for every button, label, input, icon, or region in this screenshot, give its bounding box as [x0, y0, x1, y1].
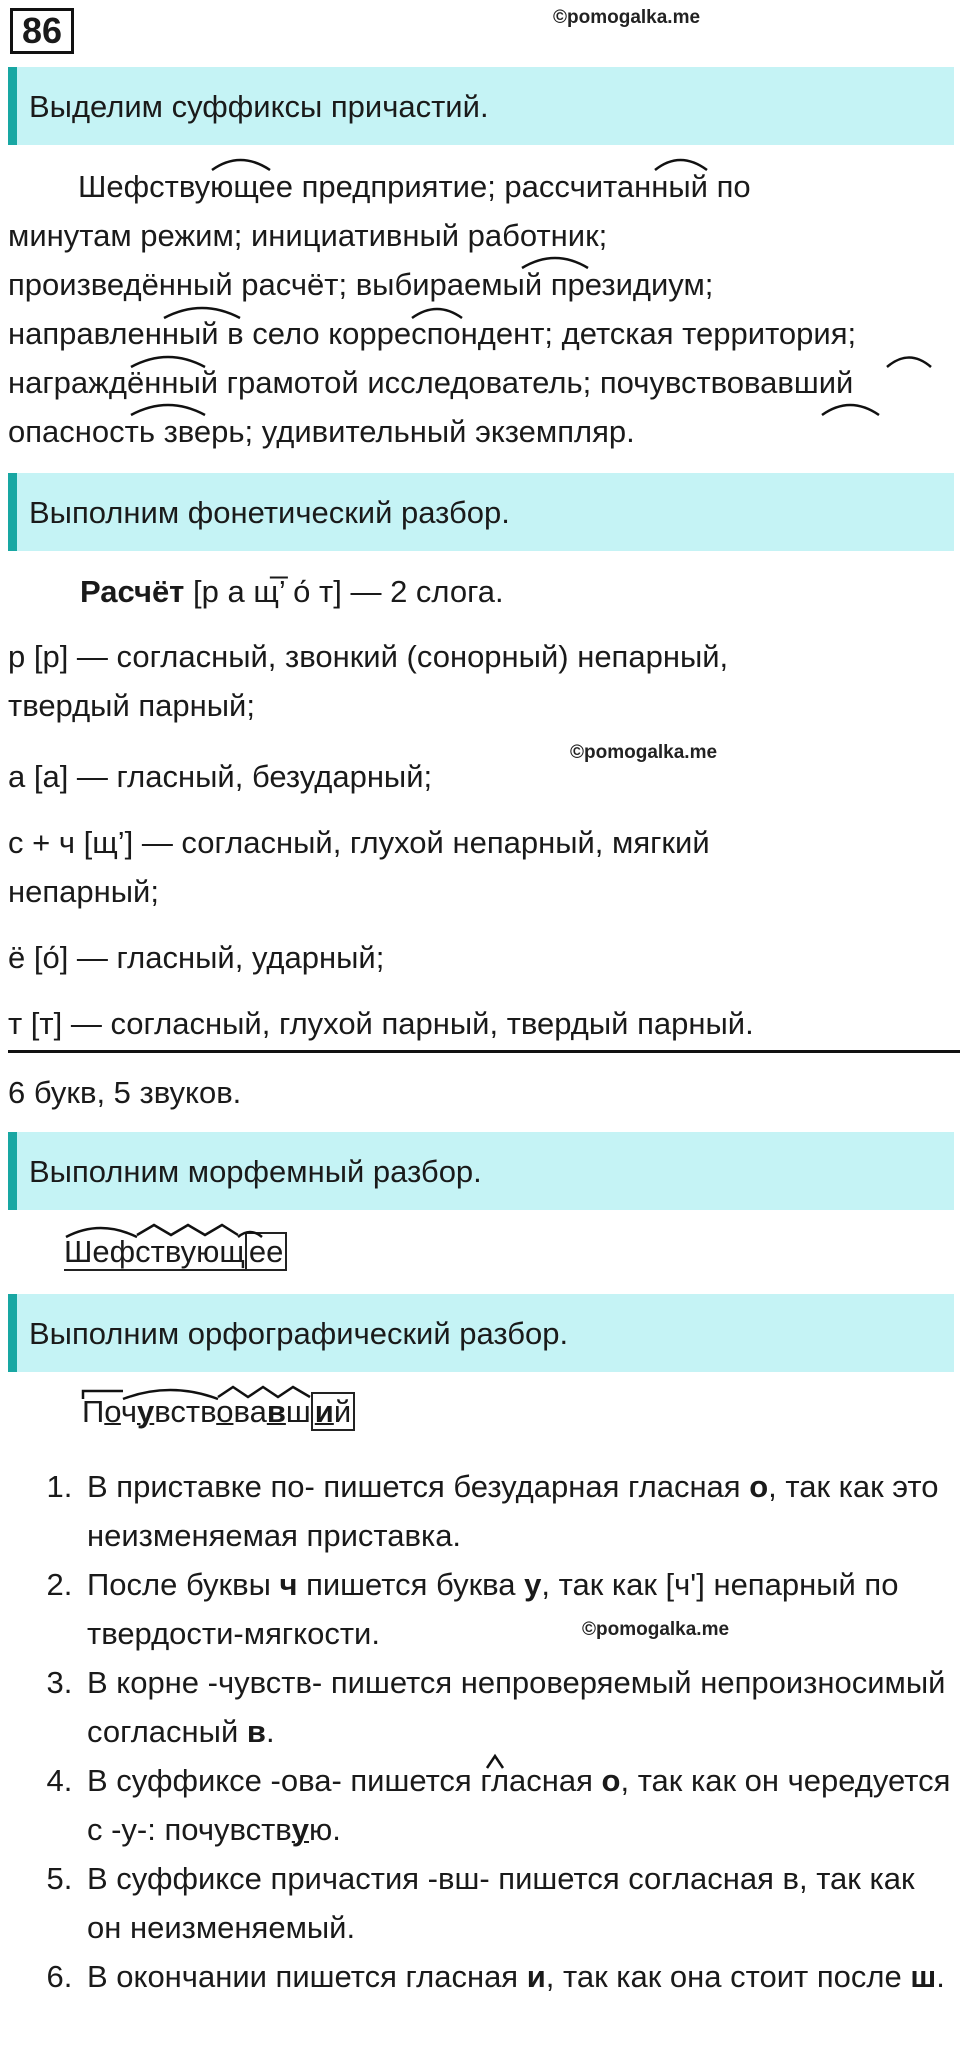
phonetic-item: р [р] — согласный, звонкий (сонорный) непарный,	[8, 639, 729, 674]
phonetic-item: а [а] — гласный, безударный;	[8, 759, 433, 794]
watermark: ©pomogalka.me	[570, 742, 718, 763]
phonetic-item: непарный;	[8, 874, 159, 909]
section-banner-orthographic	[8, 1294, 954, 1372]
phonetic-item: с + ч [щ’] — согласный, глухой непарный, мягкий	[8, 825, 710, 860]
section-title: Выполним орфографический разбор.	[29, 1315, 569, 1351]
rules-list	[8, 1462, 954, 2001]
phonetic-word: Расчёт	[80, 574, 185, 609]
stress-mark	[0, 1752, 960, 1772]
word-part: й	[333, 1394, 352, 1429]
word-part: у	[137, 1394, 155, 1429]
morpheme-marks	[0, 1215, 960, 1245]
section-title: Выполним морфемный разбор.	[29, 1153, 482, 1189]
word-part: ч	[120, 1394, 137, 1429]
watermark: ©pomogalka.me	[582, 1619, 730, 1640]
section-title: Выделим суффиксы причастий.	[29, 88, 489, 124]
section-banner-phonetic	[8, 473, 954, 551]
section-title: Выполним фонетический разбор.	[29, 494, 510, 530]
watermark: ©pomogalka.me	[553, 7, 701, 28]
word-part: вств	[154, 1394, 217, 1429]
rule-item: 4. В суффиксе -ова- пишется гласная о, так как он чередуется с -у-: почувствую.	[81, 1756, 954, 1854]
word-ending: ее	[245, 1232, 287, 1271]
rule-item: 1. В приставке по- пишется безударная гласная о, так как это неизменяемая приставка.	[81, 1462, 954, 1560]
text-line: произведённый расчёт; выбираемый президиум;	[8, 267, 714, 302]
phonetic-word-line	[80, 567, 960, 616]
phonetic-item: ё [о́] — гласный, ударный;	[8, 940, 385, 975]
rule-item: 3. В корне -чувств- пишется непроверяемый непроизносимый согласный в.	[81, 1658, 954, 1756]
text-line: опасность зверь; удивительный экземпляр.	[8, 414, 635, 449]
section-banner-morphemic	[8, 1132, 954, 1210]
word-part: о	[104, 1394, 121, 1429]
text-line: минутам режим; инициативный работник;	[8, 218, 608, 253]
word-part: в	[266, 1394, 286, 1429]
word-part: о	[216, 1394, 234, 1429]
rule-item: 6. В окончании пишется гласная и, так как она стоит после ш.	[81, 1952, 954, 2001]
phonetic-item: т [т] — согласный, глухой парный, твердый парный.	[8, 1006, 754, 1041]
suffix-arcs	[0, 0, 960, 460]
divider-line	[8, 1050, 960, 1053]
phonetic-summary: 6 букв, 5 звуков.	[8, 1075, 242, 1110]
phonetic-item: твердый парный;	[8, 688, 255, 723]
word-part: ва	[233, 1394, 267, 1429]
word-part: П	[82, 1394, 105, 1429]
phonetic-transcription: [р а щ̅’ о́ т] — 2 слога.	[193, 574, 504, 609]
text-line: направленный в село корреспондент; детская территория;	[8, 316, 857, 351]
word-stem: Шефствующ	[64, 1234, 245, 1269]
orthographic-morpheme-marks	[0, 1377, 960, 1407]
exercise-number: 86	[10, 8, 74, 54]
word-part: и	[314, 1394, 334, 1429]
rule-item: 2. После буквы ч пишется буква у, так как [ч'] непарный по твердости-мягкости.	[81, 1560, 954, 1658]
text-line: Шефствующее предприятие; рассчитанный по	[78, 169, 751, 204]
rule-item: 5. В суффиксе причастия -вш- пишется согласная в, так как он неизменяемый.	[81, 1854, 954, 1952]
word-part: ш	[285, 1394, 311, 1429]
text-line: награждённый грамотой исследователь; почувствовавший	[8, 365, 854, 400]
